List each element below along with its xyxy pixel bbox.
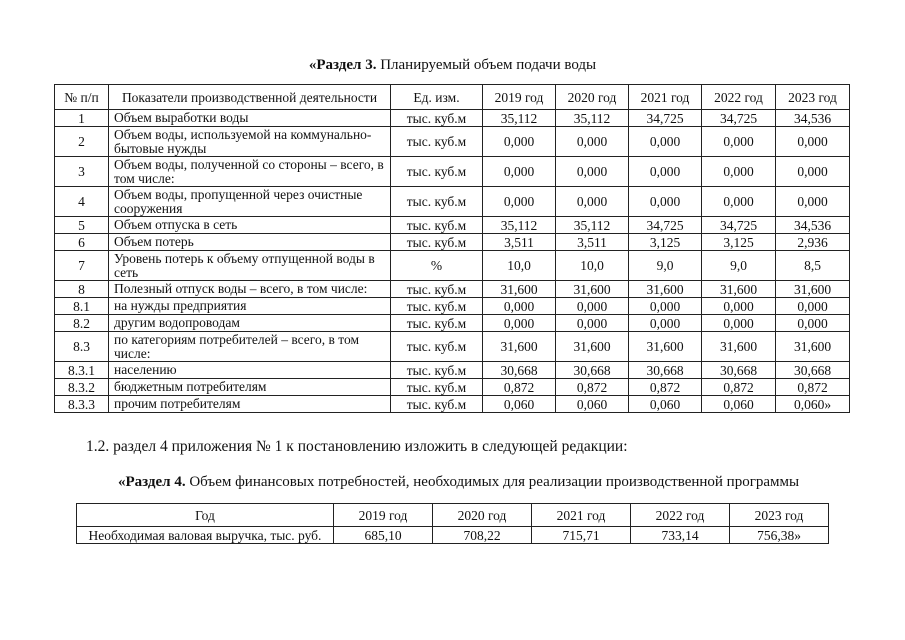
value-cell: 0,872 xyxy=(776,379,850,396)
value-cell: 0,000 xyxy=(483,187,556,217)
value-cell: 30,668 xyxy=(776,362,850,379)
value-cell: 3,125 xyxy=(702,234,776,251)
row-number: 6 xyxy=(55,234,109,251)
row-number: 7 xyxy=(55,251,109,281)
value-cell: 3,511 xyxy=(556,234,629,251)
unit-cell: тыс. куб.м xyxy=(391,332,483,362)
header-cell: 2022 год xyxy=(702,85,776,110)
row-label: другим водопроводам xyxy=(109,315,391,332)
value-cell: 9,0 xyxy=(702,251,776,281)
value-cell: 0,060 xyxy=(702,396,776,413)
section4-header-row xyxy=(77,504,829,527)
row-label: Объем потерь xyxy=(109,234,391,251)
row-label: населению xyxy=(109,362,391,379)
value-cell: 8,5 xyxy=(776,251,850,281)
value-cell: 34,536 xyxy=(776,110,850,127)
value-cell: 34,536 xyxy=(776,217,850,234)
value-cell: 0,000 xyxy=(629,157,702,187)
header-cell: Ед. изм. xyxy=(391,85,483,110)
unit-cell: тыс. куб.м xyxy=(391,234,483,251)
value-cell: 31,600 xyxy=(629,281,702,298)
unit-cell: тыс. куб.м xyxy=(391,110,483,127)
header-cell: 2020 год xyxy=(433,504,532,527)
paragraph-1-2: 1.2. раздел 4 приложения № 1 к постановлению изложить в следующей редакции: xyxy=(86,438,628,455)
header-cell: Показатели производственной деятельности xyxy=(109,85,391,110)
section3-title-bold: «Раздел 3. xyxy=(308,57,377,73)
row-label: Объем воды, используемой на коммунально-бытовые нужды xyxy=(109,127,391,157)
row-number: 8.2 xyxy=(55,315,109,332)
row-number: 5 xyxy=(55,217,109,234)
unit-cell: тыс. куб.м xyxy=(391,217,483,234)
row-number: 8.3.2 xyxy=(55,379,109,396)
value-cell: 9,0 xyxy=(629,251,702,281)
row-label: по категориям потребителей – всего, в том числе: xyxy=(109,332,391,362)
value-cell: 30,668 xyxy=(629,362,702,379)
value-cell: 685,10 xyxy=(334,527,433,544)
value-cell: 0,000 xyxy=(702,298,776,315)
value-cell: 708,22 xyxy=(433,527,532,544)
section3-header-row xyxy=(55,85,850,110)
value-cell: 35,112 xyxy=(556,110,629,127)
row-label: Объем воды, полученной со стороны – всего, в том числе: xyxy=(109,157,391,187)
table-row xyxy=(55,396,850,413)
value-cell: 34,725 xyxy=(702,217,776,234)
value-cell: 0,000 xyxy=(483,127,556,157)
value-cell: 31,600 xyxy=(702,281,776,298)
value-cell: 30,668 xyxy=(702,362,776,379)
value-cell: 0,000 xyxy=(556,298,629,315)
row-label: Необходимая валовая выручка, тыс. руб. xyxy=(77,527,334,544)
value-cell: 0,000 xyxy=(702,157,776,187)
value-cell: 31,600 xyxy=(776,332,850,362)
row-label: Уровень потерь к объему отпущенной воды в сеть xyxy=(109,251,391,281)
row-number: 8.1 xyxy=(55,298,109,315)
value-cell: 0,000 xyxy=(776,298,850,315)
table-row xyxy=(55,234,850,251)
value-cell: 0,060 xyxy=(483,396,556,413)
value-cell: 0,000 xyxy=(776,187,850,217)
table-row xyxy=(55,251,850,281)
value-cell: 0,000 xyxy=(483,157,556,187)
header-cell: 2021 год xyxy=(629,85,702,110)
value-cell: 31,600 xyxy=(483,281,556,298)
value-cell: 31,600 xyxy=(702,332,776,362)
table-row xyxy=(55,187,850,217)
row-label: на нужды предприятия xyxy=(109,298,391,315)
table-row xyxy=(55,110,850,127)
value-cell: 31,600 xyxy=(483,332,556,362)
value-cell: 733,14 xyxy=(631,527,730,544)
table-row xyxy=(55,362,850,379)
table-row xyxy=(55,217,850,234)
value-cell: 3,125 xyxy=(629,234,702,251)
unit-cell: тыс. куб.м xyxy=(391,187,483,217)
unit-cell: тыс. куб.м xyxy=(391,127,483,157)
header-cell: 2019 год xyxy=(334,504,433,527)
value-cell: 31,600 xyxy=(629,332,702,362)
unit-cell: тыс. куб.м xyxy=(391,362,483,379)
row-label: бюджетным потребителям xyxy=(109,379,391,396)
section3-title xyxy=(0,57,905,74)
unit-cell: тыс. куб.м xyxy=(391,298,483,315)
value-cell: 0,000 xyxy=(556,157,629,187)
value-cell: 34,725 xyxy=(629,217,702,234)
header-cell: 2023 год xyxy=(776,85,850,110)
header-cell: Год xyxy=(77,504,334,527)
section3-table xyxy=(54,84,850,413)
header-cell: 2019 год xyxy=(483,85,556,110)
row-label: Объем отпуска в сеть xyxy=(109,217,391,234)
unit-cell: тыс. куб.м xyxy=(391,157,483,187)
value-cell: 0,000 xyxy=(629,127,702,157)
table-row xyxy=(55,298,850,315)
row-number: 8.3.3 xyxy=(55,396,109,413)
value-cell: 31,600 xyxy=(556,332,629,362)
table-row xyxy=(55,157,850,187)
unit-cell: % xyxy=(391,251,483,281)
value-cell: 0,000 xyxy=(556,127,629,157)
value-cell: 0,000 xyxy=(702,315,776,332)
value-cell: 0,060 xyxy=(556,396,629,413)
value-cell: 35,112 xyxy=(483,217,556,234)
value-cell: 0,872 xyxy=(556,379,629,396)
value-cell: 0,000 xyxy=(483,298,556,315)
row-label: Объем воды, пропущенной через очистные сооружения xyxy=(109,187,391,217)
value-cell: 31,600 xyxy=(556,281,629,298)
header-cell: 2022 год xyxy=(631,504,730,527)
header-cell: 2020 год xyxy=(556,85,629,110)
section4-title-bold: «Раздел 4. xyxy=(118,474,186,490)
header-cell: 2021 год xyxy=(532,504,631,527)
row-label: Объем выработки воды xyxy=(109,110,391,127)
table-row xyxy=(55,379,850,396)
value-cell: 31,600 xyxy=(776,281,850,298)
unit-cell: тыс. куб.м xyxy=(391,315,483,332)
value-cell: 35,112 xyxy=(556,217,629,234)
value-cell: 0,000 xyxy=(629,298,702,315)
section3-title-rest: Планируемый объем подачи воды xyxy=(376,57,597,73)
value-cell: 0,872 xyxy=(702,379,776,396)
value-cell: 10,0 xyxy=(483,251,556,281)
value-cell: 0,000 xyxy=(776,157,850,187)
value-cell: 0,000 xyxy=(629,315,702,332)
row-number: 8.3 xyxy=(55,332,109,362)
row-number: 3 xyxy=(55,157,109,187)
value-cell: 0,872 xyxy=(483,379,556,396)
table-row xyxy=(55,315,850,332)
value-cell: 0,000 xyxy=(556,187,629,217)
value-cell: 0,060 xyxy=(629,396,702,413)
unit-cell: тыс. куб.м xyxy=(391,379,483,396)
value-cell: 3,511 xyxy=(483,234,556,251)
row-number: 8.3.1 xyxy=(55,362,109,379)
value-cell: 0,000 xyxy=(702,187,776,217)
value-cell: 34,725 xyxy=(629,110,702,127)
value-cell: 0,872 xyxy=(629,379,702,396)
header-cell: № п/п xyxy=(55,85,109,110)
row-number: 4 xyxy=(55,187,109,217)
table-row xyxy=(55,281,850,298)
unit-cell: тыс. куб.м xyxy=(391,396,483,413)
value-cell: 30,668 xyxy=(556,362,629,379)
value-cell: 0,000 xyxy=(556,315,629,332)
value-cell: 10,0 xyxy=(556,251,629,281)
row-number: 8 xyxy=(55,281,109,298)
value-cell: 0,000 xyxy=(776,127,850,157)
value-cell: 715,71 xyxy=(532,527,631,544)
value-cell: 756,38» xyxy=(730,527,829,544)
value-cell: 34,725 xyxy=(702,110,776,127)
row-number: 1 xyxy=(55,110,109,127)
value-cell: 0,000 xyxy=(776,315,850,332)
table-row xyxy=(77,527,829,544)
section4-table xyxy=(76,503,829,544)
row-label: Полезный отпуск воды – всего, в том числе: xyxy=(109,281,391,298)
section4-title xyxy=(118,474,799,491)
value-cell: 0,060» xyxy=(776,396,850,413)
value-cell: 0,000 xyxy=(702,127,776,157)
table-row xyxy=(55,332,850,362)
value-cell: 30,668 xyxy=(483,362,556,379)
unit-cell: тыс. куб.м xyxy=(391,281,483,298)
header-cell: 2023 год xyxy=(730,504,829,527)
value-cell: 0,000 xyxy=(483,315,556,332)
row-number: 2 xyxy=(55,127,109,157)
value-cell: 2,936 xyxy=(776,234,850,251)
table-row xyxy=(55,127,850,157)
value-cell: 0,000 xyxy=(629,187,702,217)
value-cell: 35,112 xyxy=(483,110,556,127)
row-label: прочим потребителям xyxy=(109,396,391,413)
section4-title-rest: Объем финансовых потребностей, необходимых для реализации производственной программы xyxy=(185,474,800,490)
